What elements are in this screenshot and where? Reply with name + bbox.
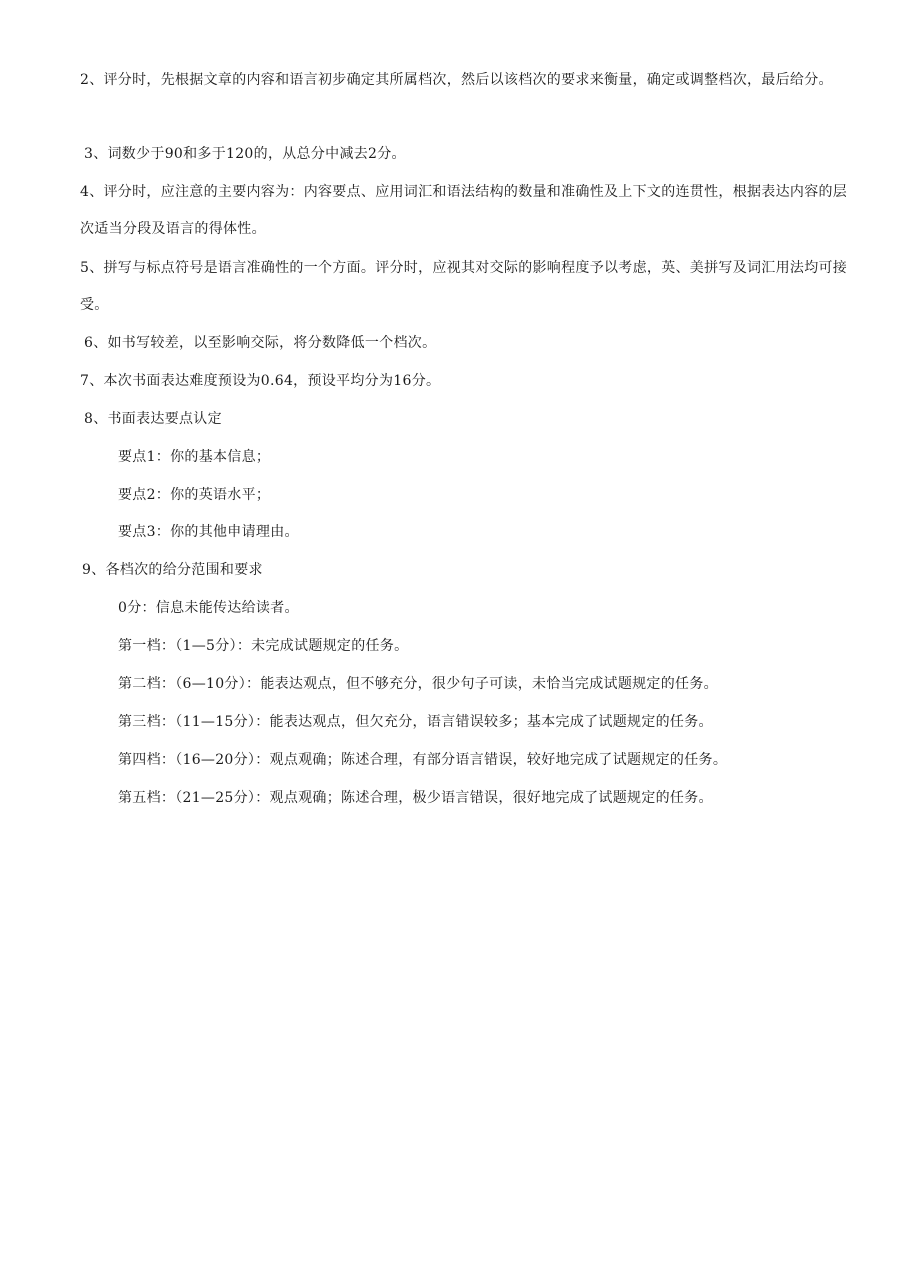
point-3: 要点3：你的其他申请理由。 [118,524,299,540]
level-0: 0分：信息未能传达给读者。 [118,600,299,616]
section-9-heading: 9、各档次的给分范围和要求 [82,562,263,578]
point-1: 要点1：你的基本信息； [118,449,271,465]
level-4: 第四档：（16—20分）：观点观确；陈述合理，有部分语言错误，较好地完成了试题规定的任务。 [118,752,728,768]
level-3: 第三档：（11—15分）：能表达观点，但欠充分，语言错误较多；基本完成了试题规定的任务。 [118,714,713,730]
rule-3: 3、词数少于90和多于120的，从总分中减去2分。 [84,146,406,162]
section-8-heading: 8、书面表达要点认定 [84,411,222,427]
level-1: 第一档：（1—5分）：未完成试题规定的任务。 [118,638,409,654]
rule-7: 7、本次书面表达难度预设为0.64，预设平均分为16分。 [80,373,441,389]
rule-6: 6、如书写较差，以至影响交际，将分数降低一个档次。 [84,335,437,351]
level-5: 第五档：（21—25分）：观点观确；陈述合理，极少语言错误，很好地完成了试题规定的任务。 [118,790,713,806]
point-2: 要点2：你的英语水平； [118,487,271,503]
rule-4: 4、评分时，应注意的主要内容为：内容要点、应用词汇和语法结构的数量和准确性及上下文的连贯性，根据表达内容的层次适当分段及语言的得体性。 [80,184,848,237]
rule-2: 2、评分时，先根据文章的内容和语言初步确定其所属档次，然后以该档次的要求来衡量，确定或调整档次，最后给分。 [80,72,833,88]
level-2: 第二档：（6—10分）：能表达观点，但不够充分，很少句子可读，未恰当完成试题规定的任务。 [118,676,718,692]
rule-5: 5、拼写与标点符号是语言准确性的一个方面。评分时，应视其对交际的影响程度予以考虑，英、美拼写及词汇用法均可接受。 [80,260,848,313]
